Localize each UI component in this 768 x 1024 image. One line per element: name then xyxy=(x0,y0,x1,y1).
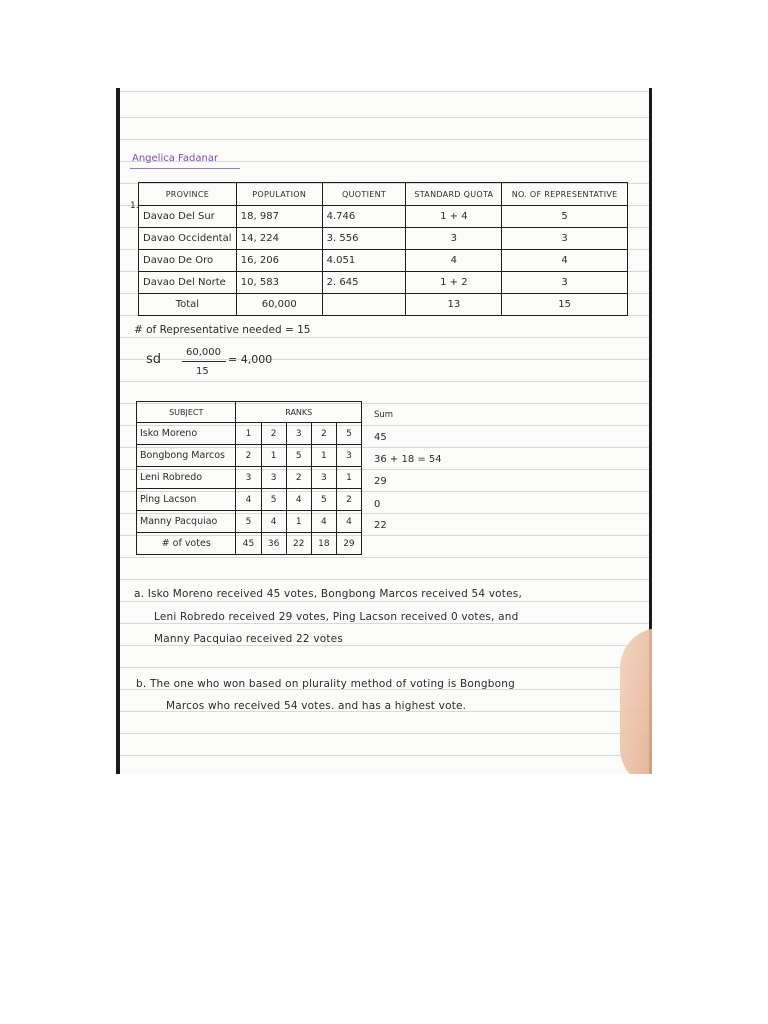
total-label: Total xyxy=(139,294,237,316)
rank-cell: 2 xyxy=(286,467,311,489)
population-cell: 16, 206 xyxy=(236,250,322,272)
sd-label: sd xyxy=(146,352,162,367)
subject-cell: Ping Lacson xyxy=(137,489,236,511)
table-row xyxy=(139,272,628,294)
standard-quota-cell: 1 + 4 xyxy=(406,206,502,228)
rank-cell: 1 xyxy=(311,445,336,467)
rank-cell: 3 xyxy=(286,423,311,445)
total-representatives: 15 xyxy=(502,294,628,316)
subject-cell: Manny Pacquiao xyxy=(137,511,236,533)
population-cell: 10, 583 xyxy=(236,272,322,294)
rank-cell: 4 xyxy=(236,489,261,511)
header-quotient: QUOTIENT xyxy=(322,183,406,206)
rank-cell: 2 xyxy=(336,489,361,511)
header-ranks: RANKS xyxy=(236,402,362,423)
thumb-photo-artifact xyxy=(620,628,652,774)
votes-label: # of votes xyxy=(137,533,236,555)
sum-value: 0 xyxy=(374,499,381,510)
item-number: 1. xyxy=(130,201,139,211)
province-cell: Davao Del Norte xyxy=(139,272,237,294)
rank-cell: 1 xyxy=(261,445,286,467)
population-cell: 18, 987 xyxy=(236,206,322,228)
votes-cell: 29 xyxy=(336,533,361,555)
votes-row xyxy=(137,533,362,555)
student-name: Angelica Fadanar xyxy=(132,153,219,164)
rank-cell: 4 xyxy=(286,489,311,511)
standard-quota-cell: 1 + 2 xyxy=(406,272,502,294)
name-underline xyxy=(130,168,240,169)
sum-value: 36 + 18 = 54 xyxy=(374,454,442,465)
total-population: 60,000 xyxy=(236,294,322,316)
rank-cell: 2 xyxy=(236,445,261,467)
rank-cell: 5 xyxy=(311,489,336,511)
header-population: POPULATION xyxy=(236,183,322,206)
quotient-cell: 4.051 xyxy=(322,250,406,272)
votes-cell: 18 xyxy=(311,533,336,555)
total-standard-quota: 13 xyxy=(406,294,502,316)
rank-cell: 3 xyxy=(236,467,261,489)
header-no-of-representative: NO. OF REPRESENTATIVE xyxy=(502,183,628,206)
votes-cell: 36 xyxy=(261,533,286,555)
header-subject: SUBJECT xyxy=(137,402,236,423)
rank-cell: 1 xyxy=(286,511,311,533)
sum-value: 22 xyxy=(374,520,387,531)
rank-cell: 4 xyxy=(261,511,286,533)
rank-cell: 1 xyxy=(336,467,361,489)
sum-value: 45 xyxy=(374,432,387,443)
ranking-header-row xyxy=(137,402,362,423)
ranking-table xyxy=(136,401,362,555)
rank-cell: 5 xyxy=(236,511,261,533)
quotient-cell: 4.746 xyxy=(322,206,406,228)
answer-b-line: b. The one who won based on plurality method of voting is Bongbong xyxy=(136,678,515,690)
header-standard-quota: STANDARD QUOTA xyxy=(406,183,502,206)
answer-a-line: Manny Pacquiao received 22 votes xyxy=(154,633,344,645)
province-cell: Davao De Oro xyxy=(139,250,237,272)
total-quotient xyxy=(322,294,406,316)
sum-header: Sum xyxy=(374,410,394,420)
table-row xyxy=(137,511,362,533)
rank-cell: 2 xyxy=(261,423,286,445)
rank-cell: 1 xyxy=(236,423,261,445)
subject-cell: Isko Moreno xyxy=(137,423,236,445)
representatives-needed: # of Representative needed = 15 xyxy=(134,324,311,336)
representative-cell: 3 xyxy=(502,228,628,250)
rank-cell: 3 xyxy=(311,467,336,489)
table-row xyxy=(137,489,362,511)
apportionment-header-row xyxy=(139,183,628,206)
apportionment-table xyxy=(138,182,628,316)
table-row xyxy=(139,206,628,228)
population-cell: 14, 224 xyxy=(236,228,322,250)
answer-b-line: Marcos who received 54 votes. and has a highest vote. xyxy=(166,700,467,712)
rank-cell: 5 xyxy=(286,445,311,467)
table-row xyxy=(139,228,628,250)
rank-cell: 4 xyxy=(311,511,336,533)
rank-cell: 5 xyxy=(261,489,286,511)
sum-value: 29 xyxy=(374,476,387,487)
table-row xyxy=(137,467,362,489)
rank-cell: 2 xyxy=(311,423,336,445)
notebook-paper xyxy=(116,88,652,774)
representative-cell: 5 xyxy=(502,206,628,228)
header-province: PROVINCE xyxy=(139,183,237,206)
subject-cell: Bongbong Marcos xyxy=(137,445,236,467)
quotient-cell: 2. 645 xyxy=(322,272,406,294)
representative-cell: 4 xyxy=(502,250,628,272)
representative-cell: 3 xyxy=(502,272,628,294)
rank-cell: 3 xyxy=(336,445,361,467)
answer-a-line: Leni Robredo received 29 votes, Ping Lacson received 0 votes, and xyxy=(154,611,519,623)
subject-cell: Leni Robredo xyxy=(137,467,236,489)
standard-quota-cell: 4 xyxy=(406,250,502,272)
table-row xyxy=(137,445,362,467)
province-cell: Davao Del Sur xyxy=(139,206,237,228)
paper-left-edge xyxy=(116,88,120,774)
province-cell: Davao Occidental xyxy=(139,228,237,250)
total-row xyxy=(139,294,628,316)
sd-result: = 4,000 xyxy=(228,353,273,366)
answer-a-line: a. Isko Moreno received 45 votes, Bongbong Marcos received 54 votes, xyxy=(134,588,522,600)
rank-cell: 4 xyxy=(336,511,361,533)
votes-cell: 22 xyxy=(286,533,311,555)
fraction-bar xyxy=(182,361,226,362)
sd-numerator: 60,000 xyxy=(186,347,221,358)
sd-denominator: 15 xyxy=(196,366,209,377)
table-row xyxy=(137,423,362,445)
standard-quota-cell: 3 xyxy=(406,228,502,250)
votes-cell: 45 xyxy=(236,533,261,555)
rank-cell: 3 xyxy=(261,467,286,489)
rank-cell: 5 xyxy=(336,423,361,445)
quotient-cell: 3. 556 xyxy=(322,228,406,250)
table-row xyxy=(139,250,628,272)
